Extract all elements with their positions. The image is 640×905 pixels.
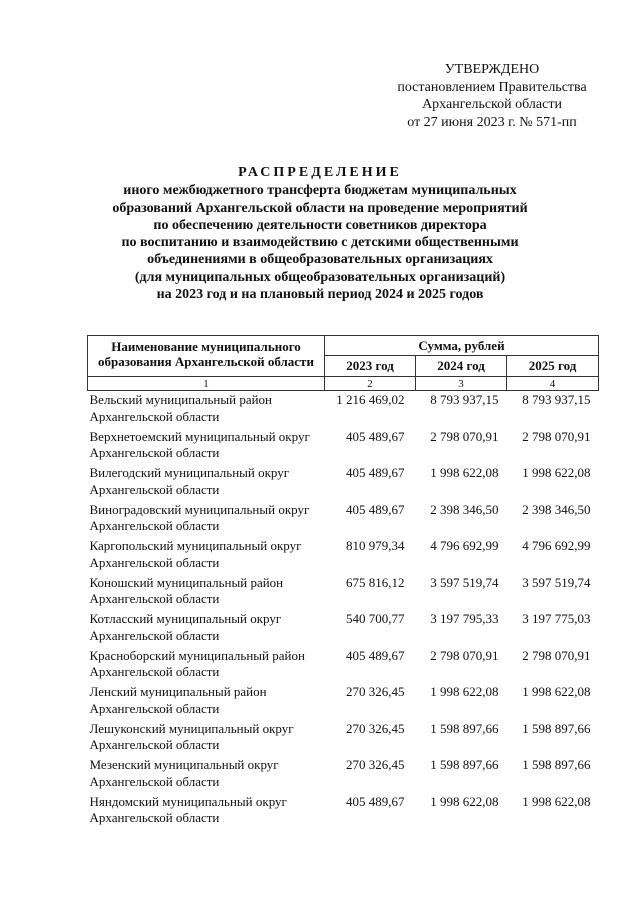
amount-2024: 1 598 897,66	[430, 757, 499, 772]
amount-2025: 4 796 692,99	[522, 538, 591, 553]
region-name	[88, 465, 325, 502]
table-row	[88, 391, 599, 429]
title-line: на 2023 год и на плановый период 2024 и 2025 годов	[156, 287, 484, 303]
amount-2023: 405 489,67	[346, 793, 405, 809]
amount-2023: 270 326,45	[346, 684, 405, 699]
amount-2024: 3 197 795,33	[430, 611, 499, 626]
approval-heading: УТВЕРЖДЕНО	[444, 62, 540, 77]
amount-2024: 3 597 519,74	[430, 574, 499, 590]
amount-2025: 1 598 897,66	[522, 720, 591, 736]
approval-line-region: Архангельской области	[422, 97, 562, 113]
table-row	[88, 721, 599, 758]
region-name-line: Архангельской области	[89, 810, 220, 825]
region-name-line: Коношский муниципальный район	[89, 574, 284, 590]
amount-2023: 405 489,67	[346, 501, 405, 517]
region-name-line: Архангельской области	[89, 408, 220, 424]
header-col-number: 2	[325, 377, 416, 391]
region-name-line: Архангельской области	[89, 664, 220, 679]
title-line: иного межбюджетного трансферта бюджетам муниципальных	[123, 183, 517, 199]
region-name-line: Вельский муниципальный район	[89, 392, 273, 407]
table-row	[88, 794, 599, 831]
amount-2025: 1 998 622,08	[522, 793, 591, 809]
region-name	[88, 429, 325, 466]
header-year-2023: 2023 год	[325, 356, 416, 377]
header-year-2024: 2024 год	[416, 356, 507, 377]
amount-2024: 1 998 622,08	[430, 684, 499, 699]
amount-2023: 270 326,45	[346, 757, 405, 772]
title-line: образований Архангельской области на проведение мероприятий	[112, 200, 528, 216]
table-header	[88, 336, 599, 391]
title-line: по обеспечению деятельности советников директора	[153, 217, 487, 233]
table-row	[88, 502, 599, 539]
region-name-line: Верхнетоемский муниципальный округ	[89, 428, 310, 444]
amount-2024: 4 796 692,99	[430, 538, 499, 553]
distribution-table	[87, 335, 599, 830]
table-row	[88, 757, 599, 794]
region-name-line: Вилегодский муниципальный округ	[89, 465, 290, 480]
region-name	[88, 757, 325, 794]
table-row	[88, 575, 599, 612]
region-name-line: Няндомский муниципальный округ	[89, 793, 287, 809]
amount-2024: 2 398 346,50	[430, 501, 499, 517]
amount-2025: 2 798 070,91	[522, 428, 591, 444]
amount-2023: 810 979,34	[346, 538, 405, 553]
region-name	[88, 721, 325, 758]
amount-2023: 1 216 469,02	[336, 392, 405, 407]
amount-2023: 675 816,12	[346, 574, 405, 590]
amount-2023: 540 700,77	[346, 611, 405, 626]
amount-2024: 2 798 070,91	[430, 647, 499, 663]
region-name-line: Котласский муниципальный округ	[89, 611, 282, 626]
region-name	[88, 391, 325, 429]
region-name-line: Архангельской области	[89, 554, 220, 570]
header-sum-column: Сумма, рублей	[325, 336, 599, 356]
amount-2024: 1 998 622,08	[430, 793, 499, 809]
amount-2023: 405 489,67	[346, 465, 405, 480]
header-col-number: 3	[416, 377, 507, 391]
table-row	[88, 684, 599, 721]
title-line: по воспитанию и взаимодействию с детскими общественными	[121, 235, 519, 251]
region-name-line: Ленский муниципальный район	[89, 684, 267, 699]
table-row	[88, 465, 599, 502]
region-name-line: Каргопольский муниципальный округ	[89, 538, 302, 553]
region-name	[88, 794, 325, 831]
approval-line-by: постановлением Правительства	[397, 79, 587, 95]
amount-2025: 3 597 519,74	[522, 574, 591, 590]
title-line: (для муниципальных общеобразовательных организаций)	[134, 269, 506, 285]
document-title	[0, 164, 640, 303]
region-name	[88, 684, 325, 721]
table-row	[88, 429, 599, 466]
region-name-line: Архангельской области	[89, 591, 220, 606]
table-row	[88, 538, 599, 575]
amount-2024: 1 598 897,66	[430, 720, 499, 736]
region-name-line: Архангельской области	[89, 518, 220, 533]
amount-2025: 3 197 775,03	[522, 611, 591, 626]
table-row	[88, 648, 599, 685]
amount-2023: 270 326,45	[346, 720, 405, 736]
title-line: объединениями в общеобразовательных организациях	[147, 252, 493, 268]
region-name	[88, 611, 325, 648]
table-body	[88, 391, 599, 831]
region-name-line: Архангельской области	[89, 445, 220, 460]
region-name-line: Архангельской области	[89, 481, 220, 497]
table-row	[88, 611, 599, 648]
amount-2025: 1 598 897,66	[522, 757, 591, 772]
amount-2024: 8 793 937,15	[430, 392, 499, 407]
region-name	[88, 502, 325, 539]
region-name-line: Архангельской области	[89, 773, 220, 789]
amount-2025: 1 998 622,08	[522, 684, 591, 699]
header-year-2025: 2025 год	[507, 356, 599, 377]
region-name-line: Лешуконский муниципальный округ	[89, 720, 294, 736]
header-col-number: 4	[507, 377, 599, 391]
amount-2023: 405 489,67	[346, 428, 405, 444]
region-name	[88, 648, 325, 685]
approval-line-date: от 27 июня 2023 г. № 571-пп	[407, 114, 577, 130]
region-name	[88, 575, 325, 612]
amount-2024: 2 798 070,91	[430, 428, 499, 444]
region-name-line: Архангельской области	[89, 627, 220, 643]
region-name-line: Красноборский муниципальный район	[89, 647, 305, 663]
amount-2025: 2 398 346,50	[522, 501, 591, 517]
region-name-line: Архангельской области	[89, 737, 220, 752]
title-main: РАСПРЕДЕЛЕНИЕ	[238, 165, 402, 180]
region-name-line: Архангельской области	[89, 700, 220, 716]
approval-block	[380, 61, 604, 131]
amount-2025: 8 793 937,15	[522, 392, 591, 407]
amount-2025: 1 998 622,08	[522, 465, 591, 480]
region-name-line: Виноградовский муниципальный округ	[89, 501, 310, 517]
amount-2025: 2 798 070,91	[522, 647, 591, 663]
region-name-line: Мезенский муниципальный округ	[89, 757, 279, 772]
header-name-column: Наименование муниципального образования Архангельской области	[88, 336, 325, 377]
amount-2024: 1 998 622,08	[430, 465, 499, 480]
region-name	[88, 538, 325, 575]
header-col-number: 1	[88, 377, 325, 391]
amount-2023: 405 489,67	[346, 647, 405, 663]
